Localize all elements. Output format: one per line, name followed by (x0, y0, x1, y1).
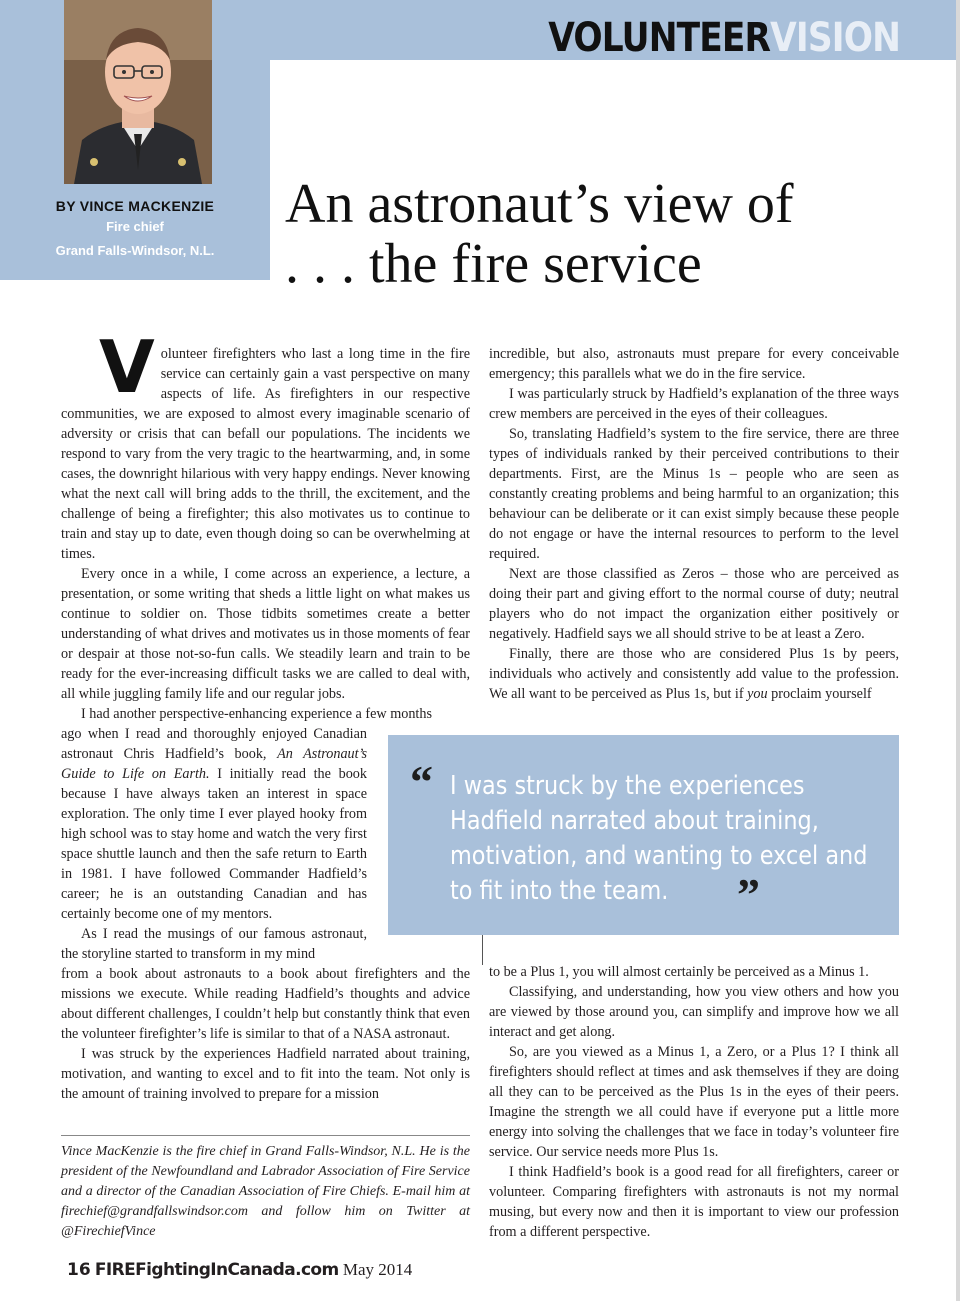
footer-date: May 2014 (342, 1260, 413, 1279)
section-title-part2: VISION (770, 15, 900, 61)
article-paragraph (61, 724, 367, 924)
article-paragraph: So, are you viewed as a Minus 1, a Zero, or a Plus 1? I think all firefighters should reflect at times and ask themselves if they are doing all they can to be perceived as the Plus 1s in the eyes of their peers. Imagine the strength we all could have if everyone put a little more energy into solving the challenges that we face in today’s volunteer fire service. Our service needs more Plus 1s. (489, 1044, 899, 1160)
paragraph-text: proclaim yourself (771, 686, 872, 702)
footer-site: FIREFightingInCanada.com (94, 1260, 339, 1280)
page-footer (67, 1259, 412, 1281)
article-paragraph: Next are those classified as Zeros – those who are perceived as doing their part and giving effort to the normal course of duty; neutral players who do not impact the organization either positively or negatively. Hadfield says we all should strive to be at least a Zero. (489, 566, 899, 642)
article-paragraph: I had another perspective-enhancing experience a few months (81, 706, 432, 722)
paragraph-text: I initially read the book because I have always taken an interest in space exploration. The only time I ever played hooky from high school was to stay home and watch the very first space shuttle launch and then the safe return to Earth in 1981. I have followed Commander Hadfield’s career; he is an outstanding Canadian and has certainly become one of my mentors. (61, 766, 367, 922)
section-title (548, 15, 900, 61)
left-column-mid (61, 704, 470, 724)
article-paragraph: So, translating Hadfield’s system to the fire service, there are three types of individuals ranked by their perceived contributions to their departments. First, are the Minus 1s – people who are seen as constantly creating problems and being harmful to an organization; this behaviour can be deliberate or it can exist simply because these people do not engage or have the internal resources to perform to the level required. (489, 426, 899, 562)
paragraph-text: ago when I read and thoroughly enjoyed Canadian astronaut Chris Hadfield’s book, (61, 726, 367, 762)
article-paragraph: to be a Plus 1, you will almost certainly be perceived as a Minus 1. (489, 964, 869, 980)
author-location: Grand Falls-Windsor, N.L. (55, 243, 215, 258)
article-paragraph: Classifying, and understanding, how you view others and how you are viewed by those around you, can simplify and improve how we all interact and get along. (489, 984, 899, 1040)
paragraph-text: olunteer firefighters who last a long time in the fire service can certainly gain a vast perspective on many aspects of life. As firefighters in our respective communities, we are exposed to almost every imaginable scenario of adversity or crisis that can befall our populations. The incidents we respond to vary from the very tragic to the heartwarming, and, in some cases, the downright hilarious with very happy endings. Never knowing what the next call will bring adds to the thrill, the excitement, and the challenge of being a firefighter; this also motivates us to continue to train and stay up to date, even though doing so can be overwhelming at times. (61, 346, 470, 562)
article-paragraph: I think Hadfield’s book is a good read for all firefighters, career or volunteer. Comparing firefighters with astronauts is not my normal musing, but every now and then it is important to view our profession from a different perspective. (489, 1164, 899, 1240)
article-paragraph: incredible, but also, astronauts must prepare for every conceivable emergency; this parallels what we do in the fire service. (489, 346, 899, 382)
left-column-top (61, 325, 470, 704)
article-paragraph: Every once in a while, I come across an experience, a lecture, a presentation, or some writing that sheds a little light on what makes us continue to soldier on. Those tidbits sometimes create a better understanding of what drives and motivates us in those moments of fear or despair at those not-so-fun calls. We steadily learn and train to be ready for the ever-increasing difficult tasks we are called to deal with, all while juggling family life and our regular jobs. (61, 566, 470, 702)
dropcap: V (99, 325, 155, 409)
headline-line2: . . . the fire service (285, 233, 702, 295)
right-column-top (489, 344, 899, 704)
open-quote-icon: “ (410, 756, 433, 807)
left-column-bottom (61, 964, 470, 1104)
book-title: An Astronaut’s Guide to Life on Earth. (61, 746, 367, 782)
emphasis: you (747, 686, 768, 702)
page-edge (956, 0, 960, 1301)
article-paragraph (61, 325, 470, 564)
author-role: Fire chief (106, 219, 164, 234)
author-box (0, 0, 270, 280)
column-rule (482, 935, 483, 965)
author-bio: Vince MacKenzie is the fire chief in Grand Falls-Windsor, N.L. He is the president of the Newfoundland and Labrador Association of Fire Service and a director of the Canadian Association of Fire Chiefs. E-mail him at firechief@grandfallswindsor.com and follow him on Twitter at @FirechiefVince (61, 1144, 470, 1239)
article-paragraph (489, 644, 899, 704)
bio-divider (61, 1135, 470, 1136)
paragraph-text: Finally, there are those who are considered Plus 1s by peers, individuals who actively and consistently add value to the profession. We all want to be perceived as Plus 1s, but if (489, 646, 899, 702)
article-paragraph: I was struck by the experiences Hadfield narrated about training, motivation, and wanting to excel and to fit into the team. Not only is the amount of training involved to prepare for a mission (61, 1046, 470, 1102)
author-byline: BY VINCE MACKENZIE (55, 198, 215, 214)
close-quote-icon: ” (737, 869, 760, 920)
pull-quote-text: I was struck by the experiences Hadfield narrated about training, motivation, and wanting to excel and to fit into the team. (450, 771, 868, 906)
pull-quote (388, 735, 899, 935)
section-title-part1: VOLUNTEER (548, 15, 771, 61)
article-headline (285, 174, 794, 294)
headline-line1: An astronaut’s view of (285, 173, 794, 235)
article-paragraph: As I read the musings of our famous astronaut, the storyline started to transform in my mind (61, 926, 367, 962)
right-column-bottom (489, 962, 899, 1242)
author-photo (64, 0, 212, 184)
article-paragraph: I was particularly struck by Hadfield’s explanation of the three ways crew members are perceived in the eyes of their colleagues. (489, 386, 899, 422)
article-paragraph: from a book about astronauts to a book about firefighters and the missions we execute. While reading Hadfield’s thoughts and advice about different challenges, I couldn’t help but constantly think that even the volunteer firefighter’s life is similar to that of a NASA astronaut. (61, 966, 470, 1042)
left-column-narrow (61, 724, 367, 964)
page-number: 16 (67, 1260, 91, 1280)
